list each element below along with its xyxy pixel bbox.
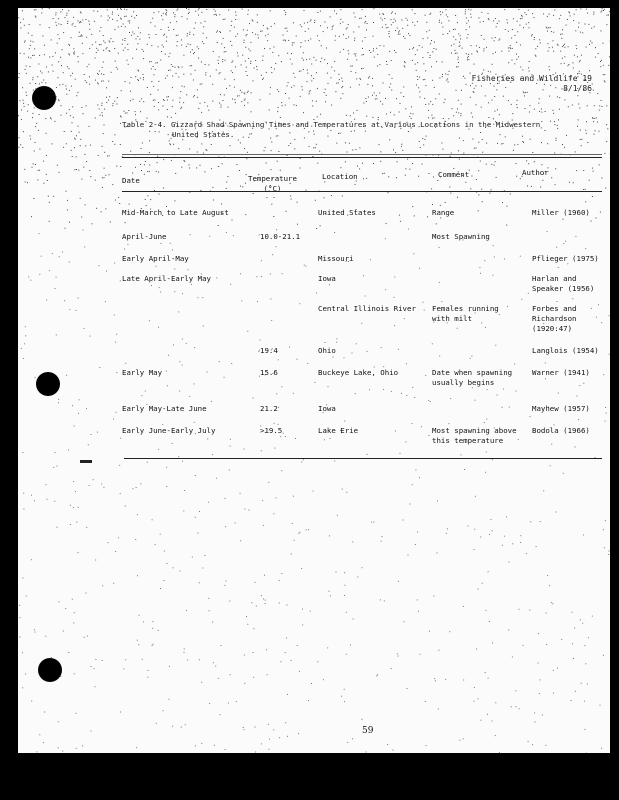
cell-temperature: 21.2 bbox=[260, 404, 278, 413]
scanned-page bbox=[18, 8, 610, 753]
cell-location: Lake Erie bbox=[318, 426, 359, 435]
cell-date: Mid-March to Late August bbox=[122, 208, 229, 217]
cell-author: Mayhew (1957) bbox=[532, 404, 590, 413]
header-author: Author bbox=[522, 168, 549, 177]
cell-author: Warner (1941) bbox=[532, 368, 590, 377]
table-caption bbox=[122, 120, 562, 140]
header-comment: Comment bbox=[438, 170, 470, 179]
cell-location: Iowa bbox=[318, 274, 336, 283]
cell-author: Bodola (1966) bbox=[532, 426, 590, 435]
cell-temperature: 19.4 bbox=[260, 346, 278, 355]
cell-author: Forbes and Richardson (1920:47) bbox=[532, 304, 577, 333]
binder-hole-bottom bbox=[38, 658, 62, 682]
cell-date: Early May bbox=[122, 368, 163, 377]
cell-location: Ohio bbox=[318, 346, 336, 355]
caption-line-2: United States. bbox=[172, 130, 235, 139]
cell-comment: Females running with milt bbox=[432, 304, 499, 323]
header-temperature: Temperature (°C) bbox=[248, 174, 297, 193]
header-location: Location bbox=[322, 172, 358, 181]
cell-date: Late April-Early May bbox=[122, 274, 211, 283]
cell-comment: Most Spawning bbox=[432, 232, 490, 241]
margin-mark bbox=[80, 460, 92, 463]
cell-date: Early April-May bbox=[122, 254, 189, 263]
table-top-rule-2 bbox=[122, 157, 602, 158]
cell-comment: Range bbox=[432, 208, 455, 217]
binder-hole-middle bbox=[36, 372, 60, 396]
binder-hole-top bbox=[32, 86, 56, 110]
cell-date: Early May-Late June bbox=[122, 404, 207, 413]
page-reference-line-1: Fisheries and Wildlife 19 bbox=[471, 74, 592, 83]
page-reference-line-2: 8/1/86 bbox=[563, 84, 592, 93]
header-date: Date bbox=[122, 176, 140, 185]
cell-temperature: >19.5 bbox=[260, 426, 283, 435]
cell-location: Buckeye Lake, Ohio bbox=[318, 368, 399, 377]
cell-author: Miller (1960) bbox=[532, 208, 590, 217]
cell-author: Harlan and Speaker (1956) bbox=[532, 274, 595, 293]
cell-location: Missouri bbox=[318, 254, 354, 263]
table-header bbox=[122, 164, 602, 198]
cell-comment: Date when spawning usually begins bbox=[432, 368, 513, 387]
cell-author: Langlois (1954) bbox=[532, 346, 599, 355]
cell-location: Iowa bbox=[318, 404, 336, 413]
cell-date: April-June bbox=[122, 232, 167, 241]
page-reference bbox=[472, 74, 592, 94]
cell-temperature: 10.0-21.1 bbox=[260, 232, 301, 241]
table-top-rule bbox=[122, 154, 602, 155]
page-number: 59 bbox=[362, 726, 374, 736]
caption-line-1: Table 2-4. Gizzard Shad Spawning Times and Temperatures at Various Locations in the Midwestern bbox=[122, 120, 541, 129]
cell-comment: Most spawning above this temperature bbox=[432, 426, 517, 445]
cell-date: Early June-Early July bbox=[122, 426, 216, 435]
cell-author: Pflieger (1975) bbox=[532, 254, 599, 263]
cell-location: United States bbox=[318, 208, 376, 217]
cell-temperature: 15.6 bbox=[260, 368, 278, 377]
table-bottom-rule bbox=[124, 458, 602, 459]
cell-location: Central Illinois River bbox=[318, 304, 416, 313]
